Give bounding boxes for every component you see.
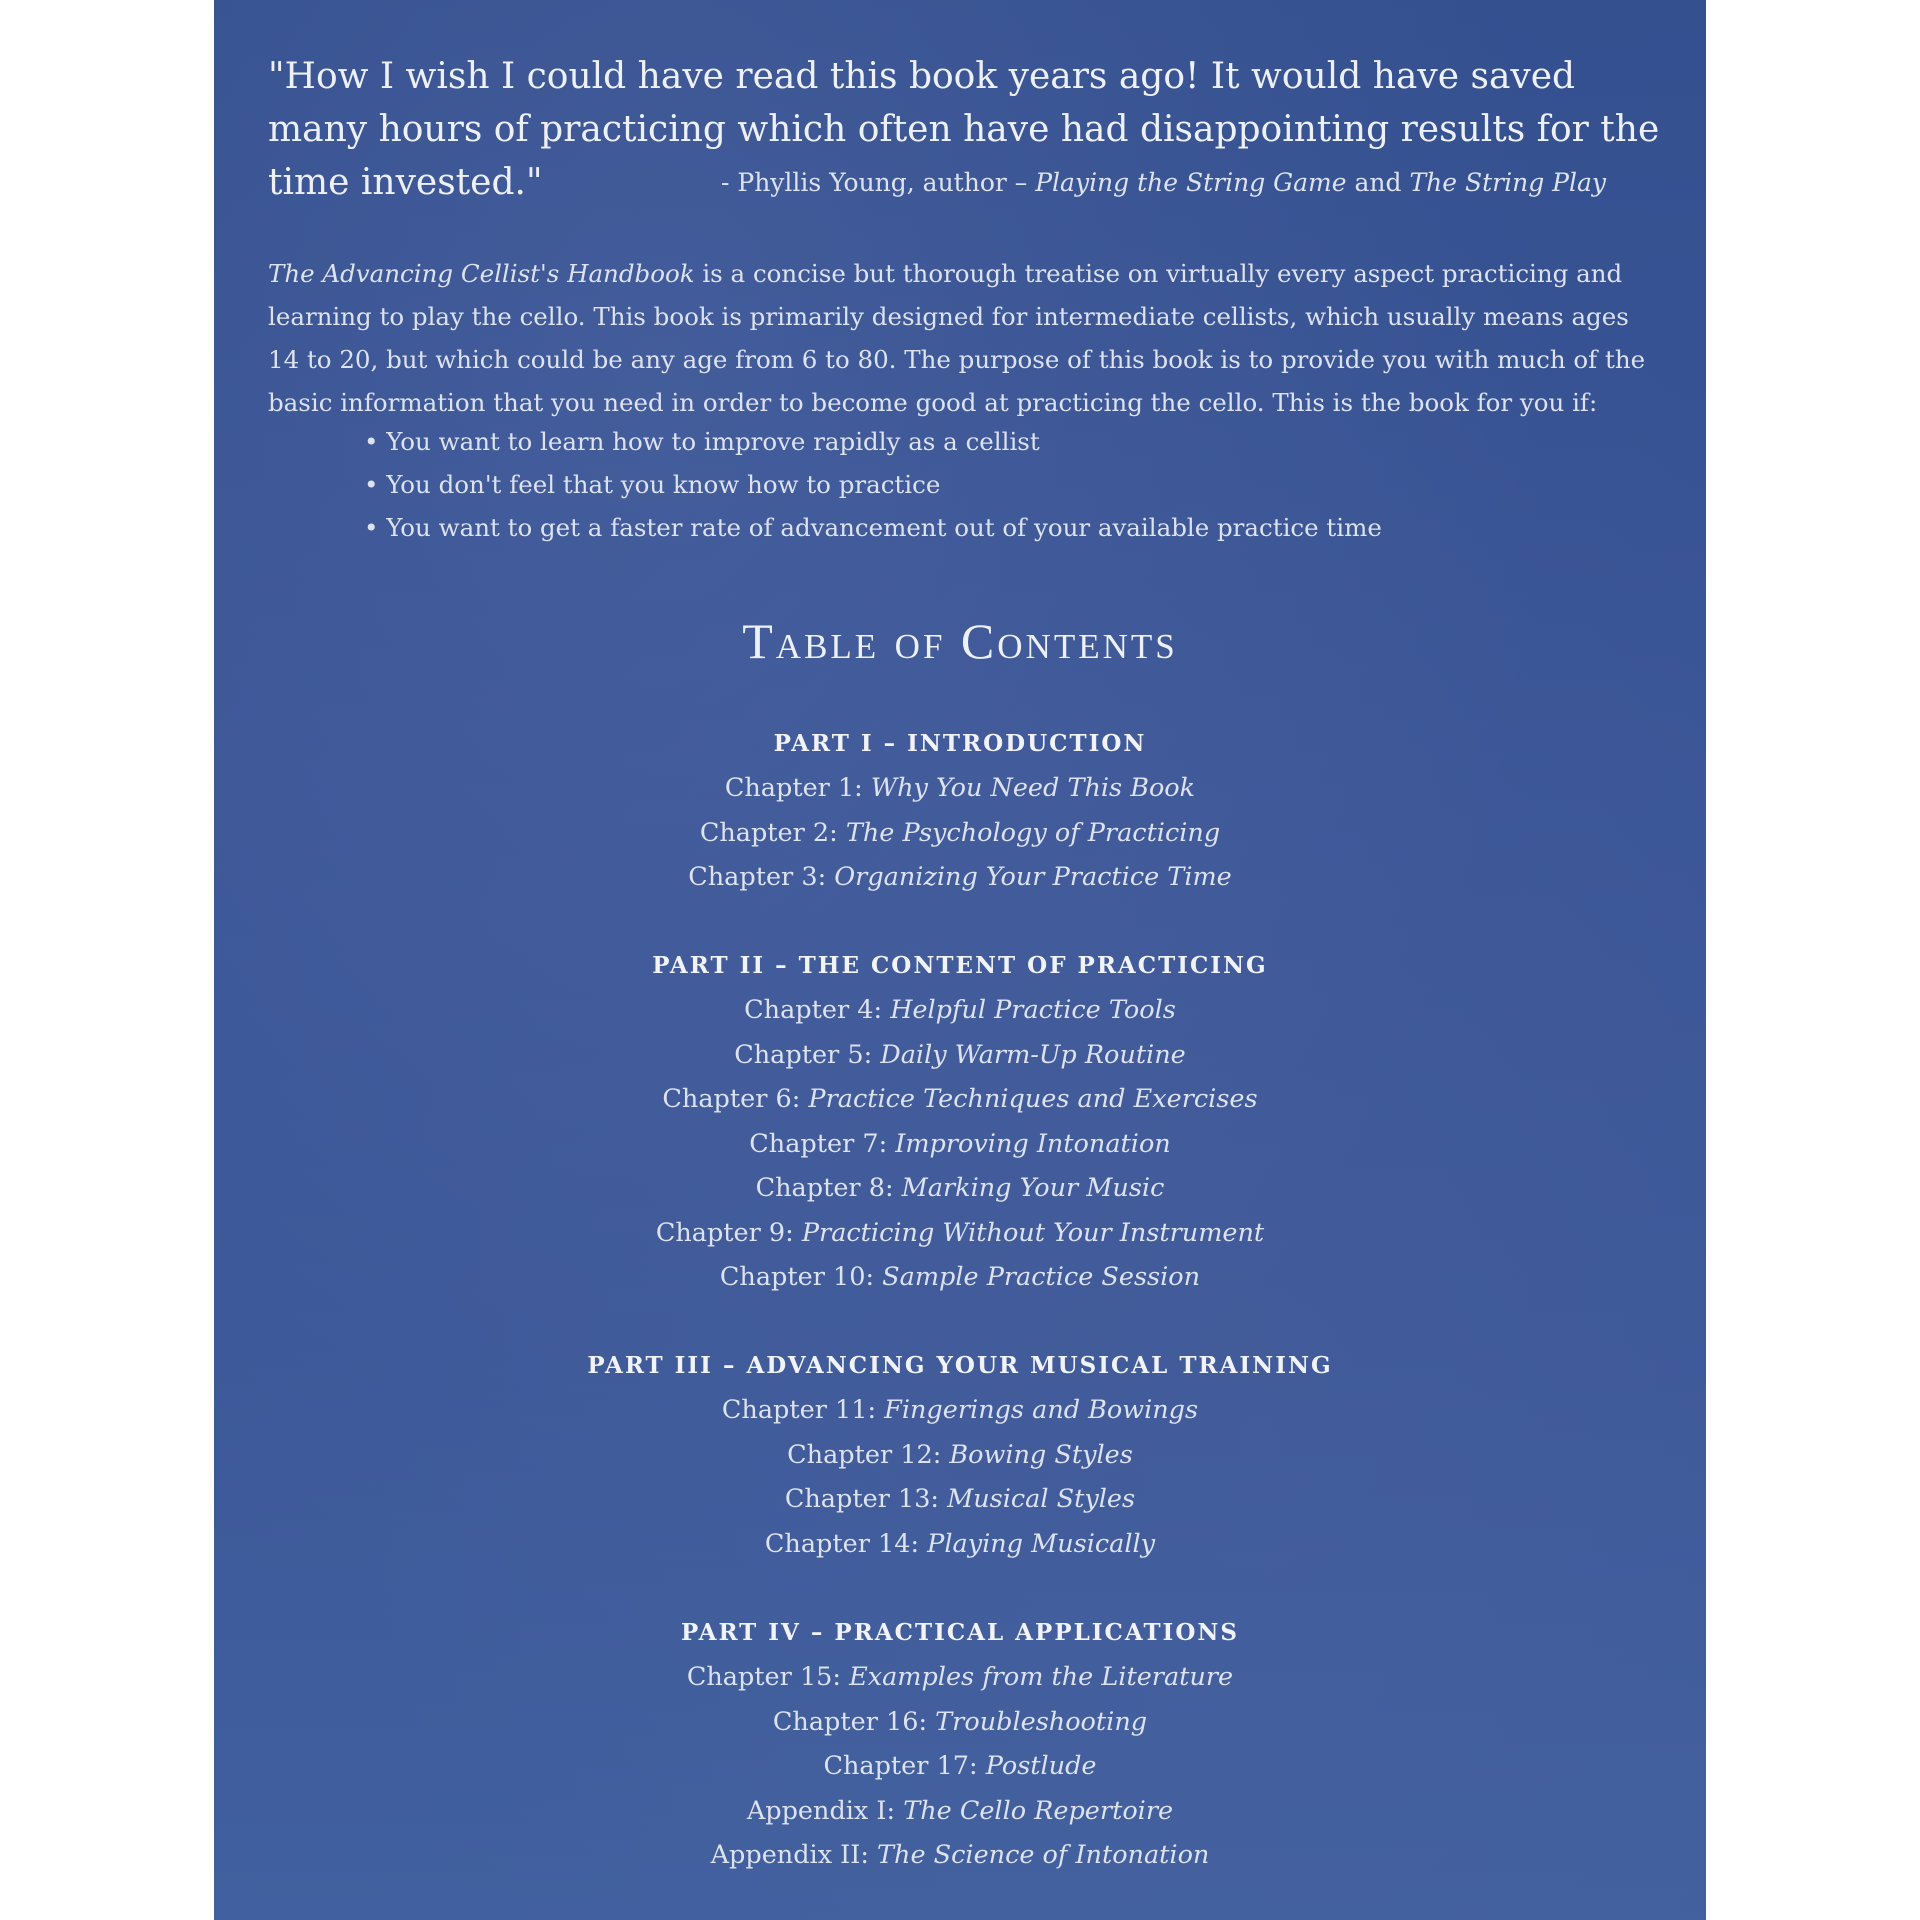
chapter-title: Fingerings and Bowings — [884, 1395, 1199, 1425]
toc-part-2 — [214, 944, 1706, 1300]
chapter-label: Chapter 3: — [688, 862, 835, 892]
chapter-label: Chapter 14: — [764, 1528, 928, 1559]
toc-part-4 — [214, 1611, 1706, 1878]
chapter-title: Bowing Styles — [949, 1439, 1133, 1470]
chapter-title: Examples from the Literature — [849, 1662, 1234, 1692]
chapter-label: Chapter 2: — [699, 817, 846, 848]
chapter-label: Chapter 13: — [784, 1484, 948, 1514]
chapter-entry — [214, 1700, 1706, 1745]
toc-heading: Table of Contents — [742, 613, 1178, 669]
part-title: PART I – INTRODUCTION — [773, 730, 1147, 757]
chapter-entry — [214, 855, 1706, 900]
chapter-label: Chapter 5: — [734, 1039, 881, 1070]
part-title: PART IV – PRACTICAL APPLICATIONS — [681, 1619, 1239, 1646]
chapter-entry — [214, 1255, 1706, 1300]
chapter-title: Why You Need This Book — [870, 773, 1196, 803]
chapter-entry — [214, 1077, 1706, 1122]
attribution-book-1: Playing the String Game — [1035, 168, 1347, 197]
bullet-item: • You don't feel that you know how to practice — [364, 463, 1382, 506]
chapter-title: Improving Intonation — [895, 1128, 1171, 1159]
chapter-label: Chapter 9: — [655, 1217, 802, 1248]
chapter-entry — [214, 1522, 1706, 1567]
chapter-entry — [214, 1388, 1706, 1433]
chapter-title: Playing Musically — [927, 1528, 1156, 1559]
attribution-and: and — [1346, 168, 1410, 197]
chapter-label: Chapter 6: — [662, 1084, 809, 1114]
chapter-title: Sample Practice Session — [882, 1262, 1201, 1292]
chapter-entry — [214, 1211, 1706, 1256]
attribution-prefix: - Phyllis Young, author – — [720, 168, 1036, 197]
chapter-label: Appendix II: — [710, 1840, 878, 1870]
chapter-entry — [214, 766, 1706, 811]
chapter-title: Organizing Your Practice Time — [834, 862, 1232, 892]
chapter-title: Daily Warm-Up Routine — [880, 1039, 1186, 1070]
chapter-label: Chapter 15: — [686, 1662, 850, 1692]
book-back-cover — [214, 0, 1706, 1920]
testimonial-quote: "How I wish I could have read this book years ago! It would have saved many hours of practicing which often have had disappointing results for the time invested." — [268, 56, 1660, 203]
chapter-label: Chapter 7: — [749, 1128, 896, 1159]
chapter-entry — [214, 1744, 1706, 1789]
chapter-entry — [214, 1122, 1706, 1167]
chapter-title: The Cello Repertoire — [903, 1795, 1174, 1826]
bullet-item: • You want to learn how to improve rapidly as a cellist — [364, 420, 1382, 463]
part-title: PART III – ADVANCING YOUR MUSICAL TRAINING — [587, 1352, 1333, 1379]
chapter-label: Chapter 16: — [772, 1706, 936, 1737]
chapter-entry — [214, 1166, 1706, 1211]
chapter-title: Musical Styles — [947, 1484, 1136, 1514]
chapter-entry — [214, 1477, 1706, 1522]
attribution-book-2: The String Play — [1409, 168, 1606, 197]
chapter-label: Chapter 17: — [823, 1751, 986, 1781]
description-body: is a concise but thorough treatise on virtually every aspect practicing and learning to play the cello. This book is primarily designed for intermediate cellists, which usually means ages 14 to 20, but which could be any age from 6 to 80. The purpose of this book is to provide you with much of the basic information that you need in order to become good at practicing the cello. This is the book for you if: — [268, 259, 1646, 417]
chapter-title: The Science of Intonation — [877, 1840, 1210, 1870]
toc-part-1 — [214, 722, 1706, 900]
toc-part-3 — [214, 1344, 1706, 1566]
chapter-entry — [214, 1433, 1706, 1478]
quote-attribution — [268, 168, 1606, 197]
chapter-entry — [214, 988, 1706, 1033]
chapter-label: Chapter 11: — [721, 1395, 885, 1425]
chapter-title: Helpful Practice Tools — [890, 995, 1176, 1025]
chapter-title: Practice Techniques and Exercises — [808, 1084, 1258, 1114]
bullet-item: • You want to get a faster rate of advancement out of your available practice time — [364, 506, 1382, 549]
part-title: PART II – THE CONTENT OF PRACTICING — [652, 952, 1268, 979]
chapter-entry — [214, 1833, 1706, 1878]
book-title: The Advancing Cellist's Handbook — [268, 259, 695, 288]
chapter-label: Chapter 4: — [744, 995, 891, 1025]
audience-bullet-list — [364, 420, 1382, 549]
chapter-entry — [214, 1789, 1706, 1834]
chapter-entry — [214, 1033, 1706, 1078]
chapter-entry — [214, 811, 1706, 856]
chapter-title: Marking Your Music — [901, 1173, 1165, 1203]
chapter-label: Chapter 10: — [719, 1262, 883, 1292]
chapter-label: Chapter 8: — [755, 1173, 902, 1203]
chapter-label: Chapter 1: — [724, 773, 871, 803]
chapter-label: Appendix I: — [746, 1795, 904, 1826]
chapter-entry — [214, 1655, 1706, 1700]
chapter-label: Chapter 12: — [787, 1439, 950, 1470]
chapter-title: The Psychology of Practicing — [845, 817, 1221, 848]
book-description — [268, 252, 1660, 424]
chapter-title: Postlude — [985, 1751, 1097, 1781]
chapter-title: Troubleshooting — [935, 1706, 1148, 1737]
chapter-title: Practicing Without Your Instrument — [801, 1217, 1265, 1248]
